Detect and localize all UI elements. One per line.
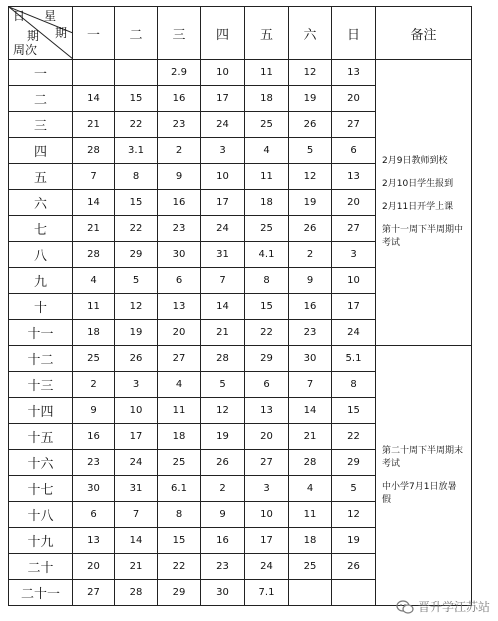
date-cell: 10 [332, 268, 376, 294]
corner-day-label: 日 [13, 9, 26, 23]
header-row [9, 7, 472, 60]
week-number-cell: 二 [9, 86, 73, 112]
remark-text: 2月9日教师到校 [382, 156, 448, 166]
weekday-header: 日 [332, 7, 376, 60]
date-cell: 30 [158, 242, 201, 268]
date-cell: 23 [73, 450, 115, 476]
date-cell: 10 [115, 398, 158, 424]
date-cell: 17 [245, 528, 289, 554]
date-cell: 11 [245, 164, 289, 190]
week-number-cell: 十七 [9, 476, 73, 502]
date-cell: 14 [73, 86, 115, 112]
school-calendar-table [8, 6, 472, 606]
weekday-header: 五 [245, 7, 289, 60]
date-cell: 5 [115, 268, 158, 294]
date-cell: 25 [158, 450, 201, 476]
date-cell: 21 [201, 320, 245, 346]
date-cell [73, 60, 115, 86]
date-cell: 25 [73, 346, 115, 372]
week-number-cell: 九 [9, 268, 73, 294]
date-cell: 8 [332, 372, 376, 398]
corner-xing-label: 星 [44, 9, 57, 23]
date-cell: 12 [289, 60, 332, 86]
weekday-header: 一 [73, 7, 115, 60]
date-cell: 3.1 [115, 138, 158, 164]
week-number-cell: 六 [9, 190, 73, 216]
date-cell: 16 [158, 190, 201, 216]
date-cell: 2 [73, 372, 115, 398]
date-cell: 22 [245, 320, 289, 346]
date-cell: 7 [115, 502, 158, 528]
date-cell: 18 [245, 86, 289, 112]
week-number-cell: 一 [9, 60, 73, 86]
date-cell [332, 580, 376, 606]
date-cell: 19 [201, 424, 245, 450]
date-cell: 15 [332, 398, 376, 424]
date-cell: 5 [332, 476, 376, 502]
date-cell: 14 [289, 398, 332, 424]
week-number-cell: 十五 [9, 424, 73, 450]
week-row [9, 346, 472, 372]
date-cell: 17 [332, 294, 376, 320]
date-cell: 12 [332, 502, 376, 528]
date-cell: 13 [245, 398, 289, 424]
date-cell: 3 [332, 242, 376, 268]
date-cell: 20 [73, 554, 115, 580]
date-cell: 21 [289, 424, 332, 450]
corner-week-number-label: 周次 [13, 43, 38, 57]
date-cell: 15 [158, 528, 201, 554]
date-cell: 10 [245, 502, 289, 528]
date-cell: 16 [289, 294, 332, 320]
weekday-header: 二 [115, 7, 158, 60]
date-cell: 25 [245, 216, 289, 242]
date-cell: 24 [201, 112, 245, 138]
week-number-cell: 五 [9, 164, 73, 190]
date-cell: 31 [115, 476, 158, 502]
date-cell: 5.1 [332, 346, 376, 372]
date-cell: 21 [73, 216, 115, 242]
date-cell: 12 [201, 398, 245, 424]
date-cell: 23 [289, 320, 332, 346]
date-cell: 16 [73, 424, 115, 450]
date-cell: 28 [201, 346, 245, 372]
date-cell: 18 [245, 190, 289, 216]
weekday-header: 三 [158, 7, 201, 60]
date-cell: 18 [158, 424, 201, 450]
date-cell: 17 [201, 86, 245, 112]
date-cell: 27 [332, 112, 376, 138]
remark-cell-first-half [376, 60, 472, 346]
date-cell: 14 [73, 190, 115, 216]
week-number-cell: 二十 [9, 554, 73, 580]
week-number-cell: 八 [9, 242, 73, 268]
remark-text: 中小学7月1日放暑假 [382, 481, 457, 505]
date-cell: 13 [332, 164, 376, 190]
date-cell: 10 [201, 60, 245, 86]
date-cell: 25 [245, 112, 289, 138]
date-cell: 11 [73, 294, 115, 320]
date-cell [289, 580, 332, 606]
date-cell: 11 [245, 60, 289, 86]
date-cell: 26 [289, 216, 332, 242]
week-number-cell: 十六 [9, 450, 73, 476]
date-cell: 28 [115, 580, 158, 606]
date-cell: 9 [289, 268, 332, 294]
date-cell: 4 [158, 372, 201, 398]
date-cell: 20 [332, 190, 376, 216]
watermark-text: 晋升学江苏站 [417, 600, 490, 614]
date-cell: 5 [201, 372, 245, 398]
date-cell: 7 [201, 268, 245, 294]
date-cell: 20 [245, 424, 289, 450]
date-cell: 2 [289, 242, 332, 268]
date-cell: 13 [73, 528, 115, 554]
date-cell: 20 [158, 320, 201, 346]
date-cell: 28 [73, 138, 115, 164]
date-cell: 30 [201, 580, 245, 606]
date-cell: 15 [115, 86, 158, 112]
week-number-cell: 十 [9, 294, 73, 320]
date-cell: 2.9 [158, 60, 201, 86]
week-number-cell: 十一 [9, 320, 73, 346]
date-cell: 28 [289, 450, 332, 476]
date-cell: 29 [332, 450, 376, 476]
date-cell: 21 [73, 112, 115, 138]
date-cell: 20 [332, 86, 376, 112]
date-cell: 26 [115, 346, 158, 372]
date-cell: 6.1 [158, 476, 201, 502]
date-cell: 19 [289, 86, 332, 112]
date-cell: 14 [201, 294, 245, 320]
date-cell: 11 [289, 502, 332, 528]
date-cell: 19 [332, 528, 376, 554]
wechat-icon [396, 600, 414, 614]
corner-header-cell [9, 7, 73, 60]
date-cell: 18 [73, 320, 115, 346]
date-cell: 3 [245, 476, 289, 502]
date-cell: 8 [245, 268, 289, 294]
date-cell: 7.1 [245, 580, 289, 606]
date-cell: 15 [115, 190, 158, 216]
date-cell: 24 [332, 320, 376, 346]
date-cell: 29 [115, 242, 158, 268]
corner-qi-left-label: 期 [27, 29, 40, 43]
date-cell: 26 [332, 554, 376, 580]
remark-text: 2月11日开学上课 [382, 202, 454, 212]
date-cell: 6 [245, 372, 289, 398]
date-cell: 22 [158, 554, 201, 580]
date-cell: 4 [73, 268, 115, 294]
week-number-cell: 十二 [9, 346, 73, 372]
date-cell: 9 [73, 398, 115, 424]
remark-text: 第十一周下半周期中考试 [382, 225, 464, 248]
date-cell: 30 [289, 346, 332, 372]
week-number-cell: 四 [9, 138, 73, 164]
date-cell: 4 [289, 476, 332, 502]
date-cell: 3 [115, 372, 158, 398]
date-cell: 13 [332, 60, 376, 86]
week-number-cell: 三 [9, 112, 73, 138]
date-cell: 7 [73, 164, 115, 190]
date-cell: 4.1 [245, 242, 289, 268]
date-cell: 27 [332, 216, 376, 242]
weekday-header: 六 [289, 7, 332, 60]
date-cell: 12 [289, 164, 332, 190]
date-cell: 29 [158, 580, 201, 606]
week-number-cell: 十四 [9, 398, 73, 424]
date-cell: 5 [289, 138, 332, 164]
date-cell [115, 60, 158, 86]
date-cell: 6 [73, 502, 115, 528]
date-cell: 26 [201, 450, 245, 476]
date-cell: 9 [201, 502, 245, 528]
date-cell: 11 [158, 398, 201, 424]
date-cell: 3 [201, 138, 245, 164]
date-cell: 2 [201, 476, 245, 502]
date-cell: 29 [245, 346, 289, 372]
date-cell: 16 [158, 86, 201, 112]
corner-qi-right-label: 期 [55, 26, 68, 40]
date-cell: 22 [115, 112, 158, 138]
date-cell: 24 [115, 450, 158, 476]
date-cell: 6 [332, 138, 376, 164]
date-cell: 22 [115, 216, 158, 242]
date-cell: 26 [289, 112, 332, 138]
date-cell: 27 [245, 450, 289, 476]
date-cell: 21 [115, 554, 158, 580]
date-cell: 23 [201, 554, 245, 580]
date-cell: 7 [289, 372, 332, 398]
week-number-cell: 十三 [9, 372, 73, 398]
date-cell: 27 [158, 346, 201, 372]
date-cell: 19 [289, 190, 332, 216]
week-number-cell: 七 [9, 216, 73, 242]
week-number-cell: 二十一 [9, 580, 73, 606]
date-cell: 15 [245, 294, 289, 320]
date-cell: 16 [201, 528, 245, 554]
remark-cell-second-half [376, 346, 472, 606]
date-cell: 2 [158, 138, 201, 164]
date-cell: 30 [73, 476, 115, 502]
date-cell: 10 [201, 164, 245, 190]
remark-text: 2月10日学生报到 [382, 179, 454, 189]
date-cell: 23 [158, 112, 201, 138]
date-cell: 23 [158, 216, 201, 242]
date-cell: 8 [115, 164, 158, 190]
weekday-header: 四 [201, 7, 245, 60]
date-cell: 28 [73, 242, 115, 268]
date-cell: 9 [158, 164, 201, 190]
date-cell: 24 [245, 554, 289, 580]
remark-header: 备注 [376, 7, 472, 60]
date-cell: 31 [201, 242, 245, 268]
date-cell: 25 [289, 554, 332, 580]
watermark [396, 598, 490, 615]
date-cell: 24 [201, 216, 245, 242]
date-cell: 18 [289, 528, 332, 554]
date-cell: 17 [115, 424, 158, 450]
week-number-cell: 十八 [9, 502, 73, 528]
date-cell: 27 [73, 580, 115, 606]
week-number-cell: 十九 [9, 528, 73, 554]
date-cell: 22 [332, 424, 376, 450]
week-row [9, 60, 472, 86]
date-cell: 19 [115, 320, 158, 346]
date-cell: 12 [115, 294, 158, 320]
date-cell: 6 [158, 268, 201, 294]
date-cell: 8 [158, 502, 201, 528]
date-cell: 4 [245, 138, 289, 164]
date-cell: 17 [201, 190, 245, 216]
date-cell: 14 [115, 528, 158, 554]
remark-text: 第二十周下半周期末考试 [382, 445, 464, 469]
date-cell: 13 [158, 294, 201, 320]
